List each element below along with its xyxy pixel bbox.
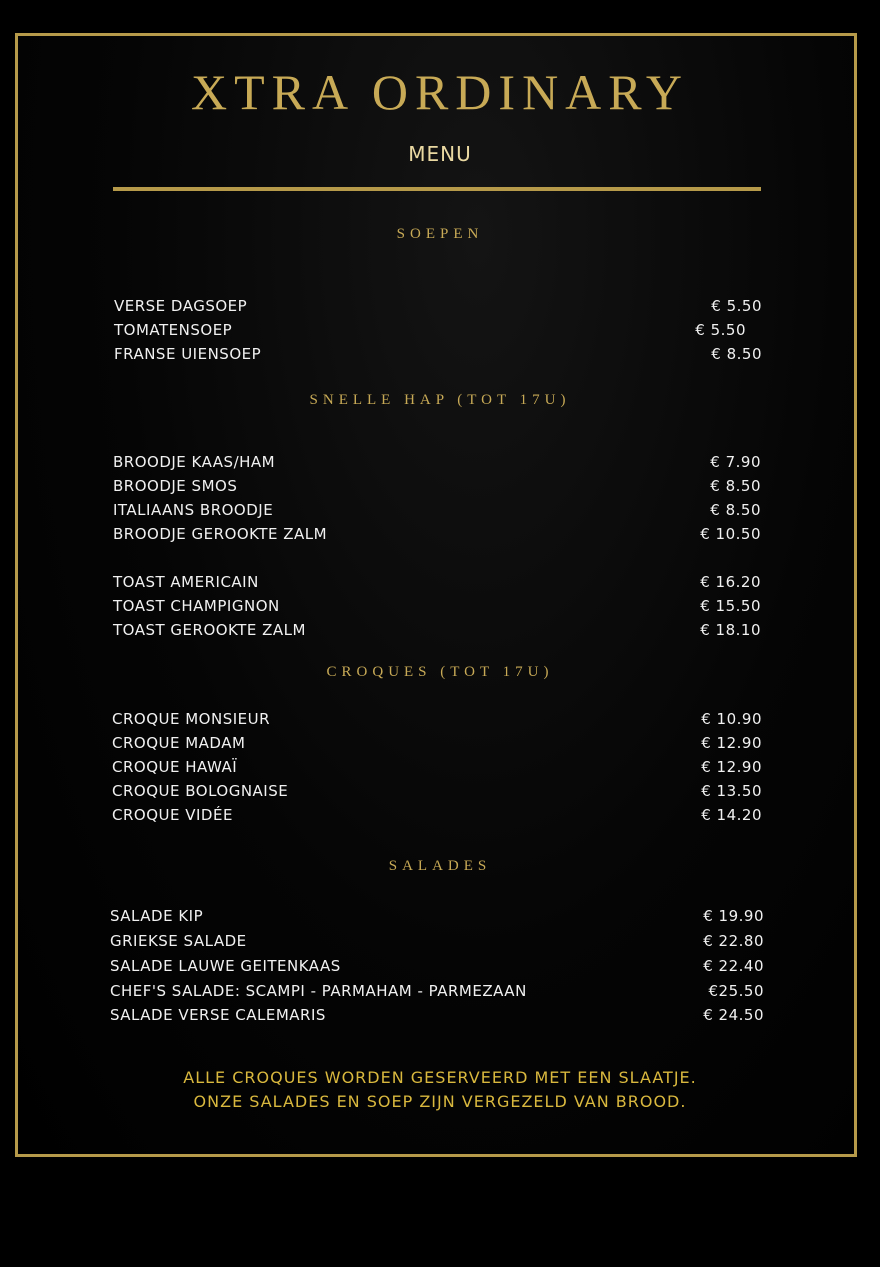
item-price: € 8.50	[710, 501, 761, 519]
item-price: € 22.40	[703, 957, 764, 975]
menu-item	[110, 955, 764, 977]
section-title-croques: CROQUES (TOT 17U)	[326, 664, 554, 680]
item-name: TOAST CHAMPIGNON	[113, 597, 280, 615]
item-name: BROODJE SMOS	[113, 477, 238, 495]
item-price: € 5.50	[695, 321, 746, 339]
item-name: CHEF'S SALADE: SCAMPI - PARMAHAM - PARMEZAAN	[110, 982, 527, 1000]
menu-item	[110, 930, 764, 952]
menu-item	[113, 451, 761, 473]
menu-item	[113, 571, 761, 593]
item-name: ITALIAANS BROODJE	[113, 501, 274, 519]
item-price: € 13.50	[701, 782, 762, 800]
menu-item	[113, 523, 761, 545]
item-price: € 18.10	[700, 621, 761, 639]
section-title-salades: SALADES	[388, 858, 492, 874]
item-name: BROODJE GEROOKTE ZALM	[113, 525, 328, 543]
item-price: € 12.90	[701, 734, 762, 752]
item-name: SALADE VERSE CALEMARIS	[110, 1006, 326, 1024]
item-price: € 10.90	[701, 710, 762, 728]
menu-item	[112, 780, 762, 802]
menu-subtitle: MENU	[408, 142, 472, 166]
menu-item	[114, 295, 762, 317]
menu-item	[114, 343, 762, 365]
item-price: € 22.80	[703, 932, 764, 950]
menu-item	[112, 732, 762, 754]
item-name: SALADE LAUWE GEITENKAAS	[110, 957, 341, 975]
item-price: € 8.50	[710, 477, 761, 495]
item-name: BROODJE KAAS/HAM	[113, 453, 276, 471]
item-price: € 19.90	[703, 907, 764, 925]
item-name: TOMATENSOEP	[114, 321, 233, 339]
menu-item	[112, 756, 762, 778]
item-name: CROQUE VIDÉE	[112, 806, 233, 824]
menu-item	[113, 499, 761, 521]
brand-title: XTRA ORDINARY	[191, 64, 689, 120]
menu-item	[110, 1004, 764, 1026]
menu-item	[110, 905, 764, 927]
item-price: € 8.50	[711, 345, 762, 363]
item-price: € 16.20	[700, 573, 761, 591]
item-name: TOAST GEROOKTE ZALM	[113, 621, 306, 639]
menu-item	[110, 980, 764, 1002]
item-price: € 24.50	[703, 1006, 764, 1024]
item-name: CROQUE HAWAÏ	[112, 758, 238, 776]
menu-item	[113, 595, 761, 617]
item-name: CROQUE BOLOGNAISE	[112, 782, 289, 800]
item-price: € 15.50	[700, 597, 761, 615]
section-title-snelle-hap: SNELLE HAP (TOT 17U)	[309, 392, 571, 408]
item-price: € 5.50	[711, 297, 762, 315]
item-price: € 12.90	[701, 758, 762, 776]
item-name: CROQUE MADAM	[112, 734, 246, 752]
menu-item	[113, 475, 761, 497]
menu-item	[112, 708, 762, 730]
menu-item	[112, 804, 762, 826]
header-divider	[113, 187, 761, 191]
menu-item	[113, 619, 761, 641]
item-price: € 7.90	[710, 453, 761, 471]
item-name: SALADE KIP	[110, 907, 204, 925]
item-name: VERSE DAGSOEP	[114, 297, 248, 315]
section-title-soepen: SOEPEN	[396, 226, 484, 242]
item-price: € 10.50	[700, 525, 761, 543]
item-name: CROQUE MONSIEUR	[112, 710, 271, 728]
item-name: GRIEKSE SALADE	[110, 932, 247, 950]
footer-note-croques: ALLE CROQUES WORDEN GESERVEERD MET EEN SLAATJE.	[183, 1068, 697, 1087]
item-name: FRANSE UIENSOEP	[114, 345, 262, 363]
item-name: TOAST AMERICAIN	[113, 573, 259, 591]
item-price: €25.50	[708, 982, 764, 1000]
item-price: € 14.20	[701, 806, 762, 824]
menu-item	[114, 319, 746, 341]
footer-note-salades: ONZE SALADES EN SOEP ZIJN VERGEZELD VAN BROOD.	[193, 1092, 687, 1111]
